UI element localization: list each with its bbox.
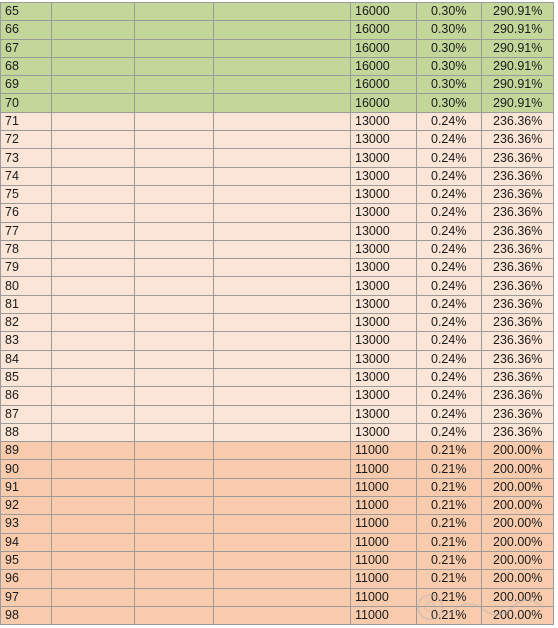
rate-cell[interactable]: 0.21%	[417, 515, 482, 533]
rate-cell[interactable]: 0.24%	[417, 149, 482, 167]
empty-cell[interactable]	[214, 76, 351, 94]
empty-cell[interactable]	[214, 533, 351, 551]
row-number-cell[interactable]: 65	[1, 3, 52, 21]
table-row	[1, 387, 554, 405]
empty-cell[interactable]	[52, 131, 135, 149]
empty-cell[interactable]	[135, 570, 214, 588]
empty-cell[interactable]	[214, 442, 351, 460]
empty-cell[interactable]	[135, 387, 214, 405]
table-row	[1, 606, 554, 624]
table-row	[1, 533, 554, 551]
amount-cell[interactable]: 16000	[351, 94, 417, 112]
rate-cell[interactable]: 0.24%	[417, 112, 482, 130]
empty-cell[interactable]	[52, 185, 135, 203]
rate-cell[interactable]: 0.21%	[417, 497, 482, 515]
empty-cell[interactable]	[52, 442, 135, 460]
row-number-cell[interactable]: 66	[1, 21, 52, 39]
ratio-cell[interactable]: 236.36%	[482, 204, 554, 222]
empty-cell[interactable]	[52, 460, 135, 478]
empty-cell[interactable]	[52, 21, 135, 39]
empty-cell[interactable]	[135, 460, 214, 478]
ratio-cell[interactable]: 236.36%	[482, 368, 554, 386]
empty-cell[interactable]	[135, 112, 214, 130]
row-number-cell[interactable]: 77	[1, 222, 52, 240]
amount-cell[interactable]: 13000	[351, 405, 417, 423]
empty-cell[interactable]	[52, 606, 135, 624]
amount-cell[interactable]: 13000	[351, 277, 417, 295]
row-number-cell[interactable]: 81	[1, 295, 52, 313]
table-row	[1, 570, 554, 588]
empty-cell[interactable]	[214, 460, 351, 478]
empty-cell[interactable]	[135, 76, 214, 94]
row-number-cell[interactable]: 84	[1, 350, 52, 368]
empty-cell[interactable]	[135, 497, 214, 515]
rate-cell[interactable]: 0.21%	[417, 588, 482, 606]
table-row	[1, 277, 554, 295]
row-number-cell[interactable]: 82	[1, 314, 52, 332]
table-row	[1, 149, 554, 167]
rate-cell[interactable]: 0.24%	[417, 405, 482, 423]
table-row	[1, 185, 554, 203]
rate-cell[interactable]: 0.24%	[417, 350, 482, 368]
empty-cell[interactable]	[214, 3, 351, 21]
empty-cell[interactable]	[214, 551, 351, 569]
empty-cell[interactable]	[214, 240, 351, 258]
empty-cell[interactable]	[52, 387, 135, 405]
empty-cell[interactable]	[214, 332, 351, 350]
amount-cell[interactable]: 13000	[351, 167, 417, 185]
amount-cell[interactable]: 11000	[351, 460, 417, 478]
empty-cell[interactable]	[52, 3, 135, 21]
ratio-cell[interactable]: 200.00%	[482, 533, 554, 551]
empty-cell[interactable]	[135, 149, 214, 167]
ratio-cell[interactable]: 200.00%	[482, 497, 554, 515]
empty-cell[interactable]	[135, 405, 214, 423]
ratio-cell[interactable]: 236.36%	[482, 259, 554, 277]
empty-cell[interactable]	[135, 332, 214, 350]
empty-cell[interactable]	[135, 368, 214, 386]
ratio-cell[interactable]: 290.91%	[482, 3, 554, 21]
empty-cell[interactable]	[135, 551, 214, 569]
amount-cell[interactable]: 13000	[351, 185, 417, 203]
row-number-cell[interactable]: 97	[1, 588, 52, 606]
amount-cell[interactable]: 13000	[351, 240, 417, 258]
empty-cell[interactable]	[214, 112, 351, 130]
row-number-cell[interactable]: 87	[1, 405, 52, 423]
table-row	[1, 94, 554, 112]
row-number-cell[interactable]: 98	[1, 606, 52, 624]
ratio-cell[interactable]: 236.36%	[482, 314, 554, 332]
rate-cell[interactable]: 0.24%	[417, 368, 482, 386]
row-number-cell[interactable]: 88	[1, 423, 52, 441]
empty-cell[interactable]	[135, 167, 214, 185]
empty-cell[interactable]	[52, 57, 135, 75]
ratio-cell[interactable]: 236.36%	[482, 405, 554, 423]
row-number-cell[interactable]: 96	[1, 570, 52, 588]
empty-cell[interactable]	[214, 149, 351, 167]
empty-cell[interactable]	[135, 515, 214, 533]
amount-cell[interactable]: 13000	[351, 332, 417, 350]
amount-cell[interactable]: 13000	[351, 222, 417, 240]
amount-cell[interactable]: 16000	[351, 57, 417, 75]
spreadsheet-body	[1, 3, 554, 625]
spreadsheet-table	[0, 2, 554, 625]
row-number-cell[interactable]: 71	[1, 112, 52, 130]
empty-cell[interactable]	[52, 76, 135, 94]
ratio-cell[interactable]: 200.00%	[482, 460, 554, 478]
ratio-cell[interactable]: 290.91%	[482, 21, 554, 39]
row-number-cell[interactable]: 94	[1, 533, 52, 551]
ratio-cell[interactable]: 236.36%	[482, 222, 554, 240]
ratio-cell[interactable]: 236.36%	[482, 167, 554, 185]
amount-cell[interactable]: 11000	[351, 551, 417, 569]
row-number-cell[interactable]: 72	[1, 131, 52, 149]
empty-cell[interactable]	[135, 533, 214, 551]
empty-cell[interactable]	[52, 405, 135, 423]
empty-cell[interactable]	[52, 515, 135, 533]
amount-cell[interactable]: 11000	[351, 606, 417, 624]
table-row	[1, 167, 554, 185]
amount-cell[interactable]: 13000	[351, 204, 417, 222]
empty-cell[interactable]	[52, 570, 135, 588]
empty-cell[interactable]	[135, 606, 214, 624]
empty-cell[interactable]	[135, 21, 214, 39]
empty-cell[interactable]	[52, 39, 135, 57]
ratio-cell[interactable]: 236.36%	[482, 112, 554, 130]
empty-cell[interactable]	[52, 332, 135, 350]
ratio-cell[interactable]: 290.91%	[482, 57, 554, 75]
amount-cell[interactable]: 11000	[351, 442, 417, 460]
row-number-cell[interactable]: 86	[1, 387, 52, 405]
amount-cell[interactable]: 11000	[351, 533, 417, 551]
row-number-cell[interactable]: 76	[1, 204, 52, 222]
empty-cell[interactable]	[214, 57, 351, 75]
empty-cell[interactable]	[135, 588, 214, 606]
table-row	[1, 259, 554, 277]
amount-cell[interactable]: 13000	[351, 259, 417, 277]
table-row	[1, 442, 554, 460]
ratio-cell[interactable]: 236.36%	[482, 350, 554, 368]
amount-cell[interactable]: 16000	[351, 39, 417, 57]
empty-cell[interactable]	[214, 259, 351, 277]
empty-cell[interactable]	[214, 350, 351, 368]
empty-cell[interactable]	[52, 222, 135, 240]
amount-cell[interactable]: 16000	[351, 76, 417, 94]
rate-cell[interactable]: 0.24%	[417, 167, 482, 185]
table-row	[1, 405, 554, 423]
table-row	[1, 332, 554, 350]
ratio-cell[interactable]: 200.00%	[482, 515, 554, 533]
rate-cell[interactable]: 0.30%	[417, 39, 482, 57]
table-row	[1, 222, 554, 240]
empty-cell[interactable]	[52, 368, 135, 386]
ratio-cell[interactable]: 236.36%	[482, 423, 554, 441]
table-row	[1, 314, 554, 332]
rate-cell[interactable]: 0.30%	[417, 21, 482, 39]
rate-cell[interactable]: 0.24%	[417, 387, 482, 405]
rate-cell[interactable]: 0.21%	[417, 551, 482, 569]
empty-cell[interactable]	[52, 478, 135, 496]
empty-cell[interactable]	[214, 387, 351, 405]
empty-cell[interactable]	[214, 277, 351, 295]
row-number-cell[interactable]: 95	[1, 551, 52, 569]
empty-cell[interactable]	[52, 497, 135, 515]
row-number-cell[interactable]: 78	[1, 240, 52, 258]
amount-cell[interactable]: 13000	[351, 314, 417, 332]
empty-cell[interactable]	[135, 240, 214, 258]
table-row	[1, 112, 554, 130]
empty-cell[interactable]	[214, 606, 351, 624]
empty-cell[interactable]	[135, 39, 214, 57]
rate-cell[interactable]: 0.21%	[417, 460, 482, 478]
rate-cell[interactable]: 0.30%	[417, 3, 482, 21]
empty-cell[interactable]	[214, 21, 351, 39]
table-row	[1, 21, 554, 39]
rate-cell[interactable]: 0.21%	[417, 442, 482, 460]
table-row	[1, 551, 554, 569]
row-number-cell[interactable]: 74	[1, 167, 52, 185]
row-number-cell[interactable]: 85	[1, 368, 52, 386]
rate-cell[interactable]: 0.30%	[417, 94, 482, 112]
ratio-cell[interactable]: 236.36%	[482, 387, 554, 405]
empty-cell[interactable]	[135, 3, 214, 21]
rate-cell[interactable]: 0.30%	[417, 57, 482, 75]
empty-cell[interactable]	[214, 185, 351, 203]
ratio-cell[interactable]: 200.00%	[482, 588, 554, 606]
rate-cell[interactable]: 0.24%	[417, 314, 482, 332]
empty-cell[interactable]	[135, 204, 214, 222]
empty-cell[interactable]	[135, 314, 214, 332]
rate-cell[interactable]: 0.24%	[417, 185, 482, 203]
empty-cell[interactable]	[52, 551, 135, 569]
row-number-cell[interactable]: 91	[1, 478, 52, 496]
amount-cell[interactable]: 13000	[351, 295, 417, 313]
empty-cell[interactable]	[135, 423, 214, 441]
ratio-cell[interactable]: 200.00%	[482, 442, 554, 460]
row-number-cell[interactable]: 68	[1, 57, 52, 75]
empty-cell[interactable]	[135, 478, 214, 496]
table-row	[1, 131, 554, 149]
amount-cell[interactable]: 16000	[351, 21, 417, 39]
ratio-cell[interactable]: 290.91%	[482, 39, 554, 57]
empty-cell[interactable]	[52, 314, 135, 332]
amount-cell[interactable]: 11000	[351, 588, 417, 606]
ratio-cell[interactable]: 236.36%	[482, 332, 554, 350]
rate-cell[interactable]: 0.24%	[417, 204, 482, 222]
row-number-cell[interactable]: 92	[1, 497, 52, 515]
ratio-cell[interactable]: 200.00%	[482, 570, 554, 588]
empty-cell[interactable]	[214, 497, 351, 515]
amount-cell[interactable]: 13000	[351, 387, 417, 405]
table-row	[1, 588, 554, 606]
empty-cell[interactable]	[214, 295, 351, 313]
rate-cell[interactable]: 0.24%	[417, 131, 482, 149]
rate-cell[interactable]: 0.24%	[417, 295, 482, 313]
row-number-cell[interactable]: 67	[1, 39, 52, 57]
amount-cell[interactable]: 13000	[351, 112, 417, 130]
table-row	[1, 76, 554, 94]
rate-cell[interactable]: 0.21%	[417, 533, 482, 551]
rate-cell[interactable]: 0.24%	[417, 240, 482, 258]
table-row	[1, 204, 554, 222]
table-row	[1, 350, 554, 368]
row-number-cell[interactable]: 80	[1, 277, 52, 295]
table-row	[1, 295, 554, 313]
empty-cell[interactable]	[135, 295, 214, 313]
amount-cell[interactable]: 13000	[351, 131, 417, 149]
ratio-cell[interactable]: 290.91%	[482, 94, 554, 112]
empty-cell[interactable]	[214, 423, 351, 441]
empty-cell[interactable]	[52, 588, 135, 606]
empty-cell[interactable]	[52, 204, 135, 222]
rate-cell[interactable]: 0.24%	[417, 423, 482, 441]
table-row	[1, 3, 554, 21]
empty-cell[interactable]	[214, 368, 351, 386]
table-row	[1, 423, 554, 441]
empty-cell[interactable]	[214, 204, 351, 222]
empty-cell[interactable]	[52, 240, 135, 258]
rate-cell[interactable]: 0.24%	[417, 277, 482, 295]
amount-cell[interactable]: 11000	[351, 478, 417, 496]
ratio-cell[interactable]: 236.36%	[482, 131, 554, 149]
amount-cell[interactable]: 13000	[351, 350, 417, 368]
rate-cell[interactable]: 0.24%	[417, 259, 482, 277]
rate-cell[interactable]: 0.21%	[417, 478, 482, 496]
table-row	[1, 478, 554, 496]
rate-cell[interactable]: 0.21%	[417, 606, 482, 624]
empty-cell[interactable]	[214, 478, 351, 496]
empty-cell[interactable]	[52, 295, 135, 313]
row-number-cell[interactable]: 83	[1, 332, 52, 350]
empty-cell[interactable]	[135, 131, 214, 149]
ratio-cell[interactable]: 236.36%	[482, 149, 554, 167]
empty-cell[interactable]	[135, 442, 214, 460]
empty-cell[interactable]	[214, 588, 351, 606]
ratio-cell[interactable]: 236.36%	[482, 185, 554, 203]
empty-cell[interactable]	[52, 259, 135, 277]
empty-cell[interactable]	[135, 94, 214, 112]
empty-cell[interactable]	[135, 350, 214, 368]
empty-cell[interactable]	[52, 167, 135, 185]
empty-cell[interactable]	[214, 39, 351, 57]
table-row	[1, 240, 554, 258]
row-number-cell[interactable]: 69	[1, 76, 52, 94]
rate-cell[interactable]: 0.24%	[417, 332, 482, 350]
empty-cell[interactable]	[135, 277, 214, 295]
empty-cell[interactable]	[214, 314, 351, 332]
rate-cell[interactable]: 0.30%	[417, 76, 482, 94]
ratio-cell[interactable]: 200.00%	[482, 478, 554, 496]
empty-cell[interactable]	[214, 94, 351, 112]
empty-cell[interactable]	[135, 222, 214, 240]
empty-cell[interactable]	[52, 533, 135, 551]
amount-cell[interactable]: 11000	[351, 570, 417, 588]
row-number-cell[interactable]: 90	[1, 460, 52, 478]
table-row	[1, 515, 554, 533]
empty-cell[interactable]	[214, 222, 351, 240]
empty-cell[interactable]	[52, 277, 135, 295]
table-row	[1, 460, 554, 478]
amount-cell[interactable]: 13000	[351, 149, 417, 167]
empty-cell[interactable]	[52, 112, 135, 130]
ratio-cell[interactable]: 290.91%	[482, 76, 554, 94]
empty-cell[interactable]	[214, 570, 351, 588]
ratio-cell[interactable]: 200.00%	[482, 606, 554, 624]
table-row	[1, 57, 554, 75]
empty-cell[interactable]	[52, 149, 135, 167]
table-row	[1, 497, 554, 515]
ratio-cell[interactable]: 236.36%	[482, 295, 554, 313]
table-row	[1, 368, 554, 386]
empty-cell[interactable]	[135, 185, 214, 203]
empty-cell[interactable]	[135, 259, 214, 277]
empty-cell[interactable]	[52, 350, 135, 368]
empty-cell[interactable]	[52, 423, 135, 441]
amount-cell[interactable]: 11000	[351, 497, 417, 515]
amount-cell[interactable]: 13000	[351, 368, 417, 386]
empty-cell[interactable]	[214, 405, 351, 423]
rate-cell[interactable]: 0.24%	[417, 222, 482, 240]
ratio-cell[interactable]: 236.36%	[482, 277, 554, 295]
empty-cell[interactable]	[214, 515, 351, 533]
amount-cell[interactable]: 16000	[351, 3, 417, 21]
row-number-cell[interactable]: 93	[1, 515, 52, 533]
empty-cell[interactable]	[214, 131, 351, 149]
table-row	[1, 39, 554, 57]
row-number-cell[interactable]: 79	[1, 259, 52, 277]
ratio-cell[interactable]: 236.36%	[482, 240, 554, 258]
row-number-cell[interactable]: 70	[1, 94, 52, 112]
row-number-cell[interactable]: 73	[1, 149, 52, 167]
empty-cell[interactable]	[135, 57, 214, 75]
rate-cell[interactable]: 0.21%	[417, 570, 482, 588]
empty-cell[interactable]	[214, 167, 351, 185]
amount-cell[interactable]: 13000	[351, 423, 417, 441]
empty-cell[interactable]	[52, 94, 135, 112]
ratio-cell[interactable]: 200.00%	[482, 551, 554, 569]
row-number-cell[interactable]: 75	[1, 185, 52, 203]
amount-cell[interactable]: 11000	[351, 515, 417, 533]
row-number-cell[interactable]: 89	[1, 442, 52, 460]
